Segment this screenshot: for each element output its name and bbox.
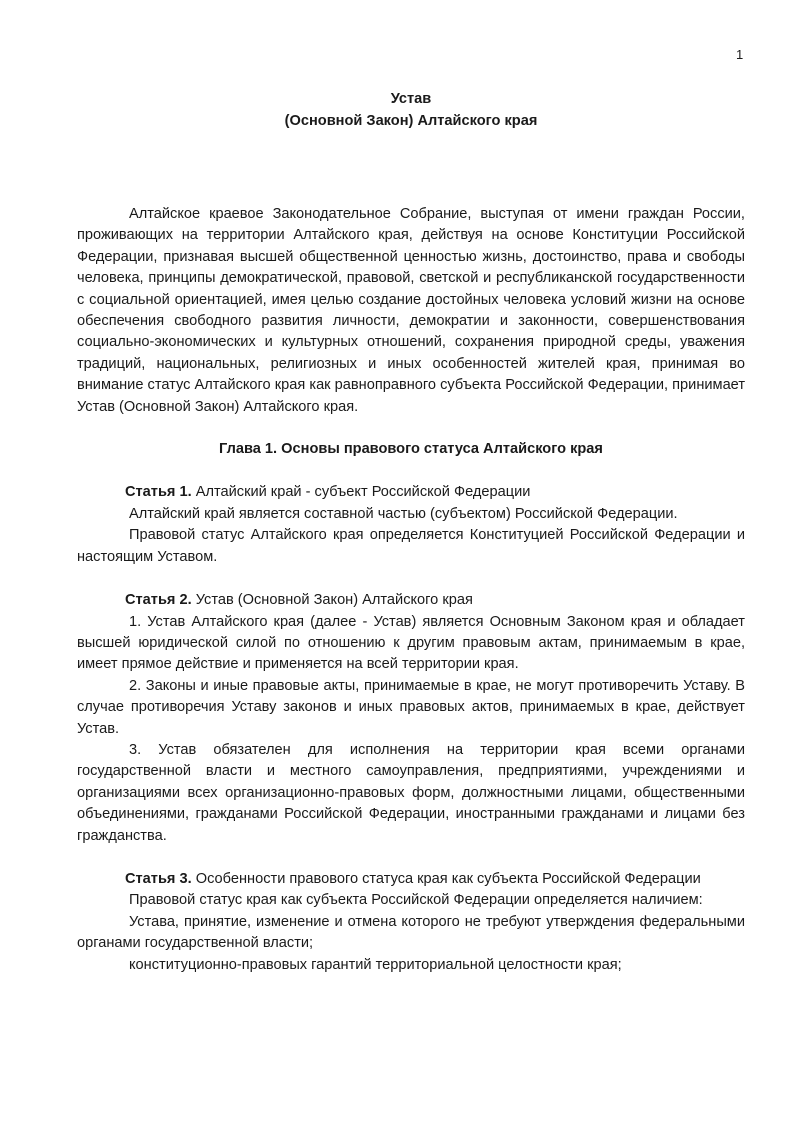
article-2-paragraph-2: 2. Законы и иные правовые акты, принимаемые в крае, не могут противоречить Уставу. В случае противоречия Уставу законов и иных правовых актов, принимаемых в крае, действует Устав. — [77, 677, 745, 737]
article-3-label: Статья 3. — [125, 870, 192, 887]
article-3-paragraph-2: Устава, принятие, изменение и отмена которого не требуют утверждения федеральными органами государственной власти; — [77, 913, 745, 952]
article-1-title: Алтайский край - субъект Российской Федерации — [195, 484, 531, 501]
article-1-paragraph-1: Алтайский край является составной частью (субъектом) Российской Федерации. — [129, 505, 678, 522]
article-3 — [77, 869, 745, 976]
article-2-heading — [77, 590, 745, 611]
article-3-paragraph-3: конституционно-правовых гарантий территориальной целостности края; — [129, 956, 622, 973]
article-1-paragraph-2: Правовой статус Алтайского края определяется Конституцией Российской Федерации и настоящим Уставом. — [77, 527, 745, 565]
article-3-heading — [77, 869, 745, 890]
title-line-2: (Основной Закон) Алтайского края — [284, 113, 538, 129]
title-line-1: Устав — [390, 91, 432, 107]
article-1 — [77, 482, 745, 568]
article-3-paragraph-1: Правовой статус края как субъекта Российской Федерации определяется наличием: — [129, 892, 703, 909]
document-body — [77, 88, 745, 976]
article-3-title: Особенности правового статуса края как субъекта Российской Федерации — [195, 870, 701, 887]
article-2-title: Устав (Основной Закон) Алтайского края — [195, 592, 473, 609]
article-2-label: Статья 2. — [125, 592, 192, 609]
page-number: 1 — [736, 47, 744, 62]
article-1-heading — [77, 482, 745, 503]
article-2 — [77, 590, 745, 847]
article-2-paragraph-3: 3. Устав обязателен для исполнения на территории края всеми органами государственной власти и местного самоуправления, предприятиями, учреждениями и организациями всех организационно-правовых форм, должностными лицами, общественными объединениями, гражданами Российской Федерации, иностранными гражданами и лицами без гражданства. — [77, 741, 745, 844]
article-2-paragraph-1: 1. Устав Алтайского края (далее - Устав) является Основным Законом края и обладает высшей юридической силой по отношению к другим правовым актам, принимаемым в крае, имеет прямое действие и применяется на всей территории края. — [77, 613, 745, 673]
article-1-label: Статья 1. — [125, 484, 192, 501]
chapter-1-title: Глава 1. Основы правового статуса Алтайского края — [219, 441, 603, 458]
preamble-paragraph: Алтайское краевое Законодательное Собрание, выступая от имени граждан России, проживающих на территории Алтайского края, действуя на основе Конституции Российской Федерации, признавая высшей общественной ценностью жизнь, достоинство, права и свободы человека, принципы демократической, правовой, светской и республиканской государственности с социальной ориентацией, имея целью создание достойных человека условий жизни на основе обеспечения свободного развития личности, демократии и законности, совершенствования социально-экономических и культурных отношений, сохранения природной среды, уважения традиций, национальных, религиозных и иных особенностей жителей края, принимая во внимание статус Алтайского края как равноправного субъекта Российской Федерации, принимает Устав (Основной Закон) Алтайского края. — [77, 206, 745, 415]
document-title — [77, 88, 745, 132]
